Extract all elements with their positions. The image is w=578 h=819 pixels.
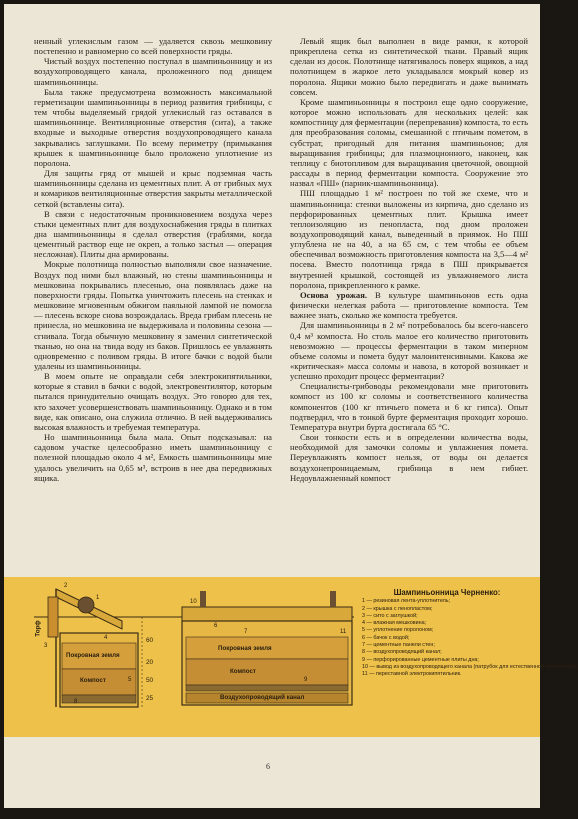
compost-right-layer bbox=[186, 659, 348, 685]
paragraph: ПШ площадью 1 м² построен по той же схеме, что и шампиньонница: стенки выложены из кирпича, дно сделано из перфорированных цементных плит. Крышка имеет теплоизоляцию из пенопласта, под дном проложен воздухопроводящий канал, выведенный в приямок. Но ПШ углублена не на 40, а на 65 см, с тем чтобы ее объем обеспечивал возможность приготовления компоста на 3,5—4 м² посева. Вместо полотнища гряда в ПШ прикрывается внутренней крышкой, состоящей из увлажняемого листа поролона, прикрепленного к рамке. bbox=[290, 188, 528, 290]
svg-text:5: 5 bbox=[128, 677, 132, 683]
paragraph: Свои тонкости есть и в определении количества воды, необходимой для замочки соломы и увлажнения помета. Переувлажнять компост нельзя, от воды он делается воздухонепроницаемым, грибница в нем гибнет. Недоувлажненный компост bbox=[290, 432, 528, 483]
vent-pipe-right bbox=[330, 591, 336, 607]
paragraph: Для защиты гряд от мышей и крыс подземная часть шампиньонницы сделана из цементных плит. А от грибных мух и комариков вентиляционные отверстия закрыты металлической сеткой (вставлены сита). bbox=[34, 168, 272, 209]
legend-item: 1 — резиновая лента-уплотнитель; bbox=[362, 598, 451, 605]
paragraph: Но шампиньонница была мала. Опыт подсказывал: на садовом участке целесообразно иметь шампиньонницу с полезной площадью около 4 м², Емкость шампиньонницы мне удалось увеличить на 0,65 м³, встроив в нее два передвижных ящика. bbox=[34, 432, 272, 483]
paragraph: Мокрые полотнища полностью выполняли свое назначение. Воздух под ними был влажный, но стены шампиньонницы и мешковина покрывались плесенью, она появлялась даже на поверхности гряды. Попытка уничтожить плесень на стенках и мешковине мгновенным обжигом паяльной лампой не помогла — плесень вскоре снова возрождалась. Вреда грибам плесень не принесла, но мешковина не выдерживала и половины сезона — сгнивала. Тогда обычную мешковину я заменил синтетической тканью, но она на твида воду из баков. Пришлось ее увлажнять одновременно с поливом гряды. В итоге бачки с водой были удалены из шампиньонницы. bbox=[34, 259, 272, 371]
svg-text:11: 11 bbox=[340, 629, 347, 635]
dimension-label: 20 bbox=[146, 659, 154, 666]
paragraph: Была также предусмотрена возможность максимальной герметизации шампиньонницы в период развития грибницы, с тем чтобы выделяемый грядой углекислый газ оставался в шампиньоннице. Вентиляционные отверстия (сита), а также входные и выходные отверстия воздухопроводящего канала закрывались заглушками. По всему периметру (примыкания крышек к шампиньоннице было проложено уплотнение из поролона. bbox=[34, 86, 272, 168]
dimension-label: 50 bbox=[146, 677, 154, 684]
svg-text:10: 10 bbox=[190, 599, 197, 605]
paragraph: Кроме шампиньонницы я построил еще одно сооружение, которое можно использовать для нескольких целей: как компостницу для ферментации (перепревания) компоста, то есть для преобразования соломы, смешанной с птичьим пометом, в субстрат, пригодный для питания шампиньонов; для выращивания грибницы; для плазмоционного, наконец, как теплицу с биотопливом для выращивания цветочной, овощной рассады в период ферментации компоста. Сооружение это назвал «ПШ» (парник-шампиньонница). bbox=[290, 96, 528, 189]
mushroom-house-diagram bbox=[4, 577, 578, 737]
legend-item: 2 — крышка с пенопластом; bbox=[362, 605, 433, 612]
label-cover-soil-right: Покровная земля bbox=[218, 645, 272, 652]
label-cover-soil-left: Покровная земля bbox=[66, 652, 120, 659]
paragraph: Для шампиньонницы в 2 м² потребовалось бы всего-навсего 0,4 м³ компоста. Но столь малое его количество приготовить невозможно — процессы ферментации в таком мизерном объеме соломы и помета будут малоинтенсивными. Какова же «критическая» масса соломы и навоза, в которой возникает и успешно проходит процесс ферментации? bbox=[290, 320, 528, 382]
text-column-right bbox=[290, 36, 528, 576]
svg-text:9: 9 bbox=[304, 677, 308, 683]
legend-title: Шампиньонница Черненко: bbox=[393, 588, 501, 597]
dimension-label: 60 bbox=[146, 637, 154, 644]
text-columns bbox=[34, 36, 528, 576]
svg-text:4: 4 bbox=[104, 635, 108, 641]
diagram-legend bbox=[362, 588, 578, 679]
paragraph: Левый ящик был выполнен в виде рамки, к которой прикреплена сетка из синтетической ткани. Правый ящик сделан из досок. Полотнище натягивалось поверх ящиков, а над полотнищем в жаркое лето укладывался мокрый ковер из поролона. Ящики можно было передвигать и даже вынимать совсем. bbox=[290, 36, 528, 97]
legend-item: 11 — переставной электрокипятильник. bbox=[362, 671, 462, 678]
svg-text:8: 8 bbox=[74, 699, 78, 705]
legend-item: 6 — бачок с водой; bbox=[362, 634, 410, 641]
label-air-channel: Воздухопроводящий канал bbox=[220, 694, 305, 701]
legend-item: 10 — вывод из воздухопроводящего канала (патрубок для естественной вентиляции); bbox=[362, 663, 578, 670]
paragraph: ненный углекислым газом — удаляется сквозь мешковину постепенно и равномерно со всей поверхности гряды. bbox=[34, 36, 272, 57]
paragraph: В связи с недостаточным проникновением воздуха через стыки цементных плит для воздухоснабжения гряды в плитках дна шампиньонницы я сделал отверстия (граблями, когда цементный раствор еще не окреп, а только застыл — операция несложная). Плиты дна армированы. bbox=[34, 208, 272, 260]
water-tank-icon bbox=[78, 597, 94, 613]
lid-right bbox=[182, 607, 352, 621]
svg-text:6: 6 bbox=[214, 623, 218, 629]
legend-item: 9 — перфорированные цементные плиты дна; bbox=[362, 656, 479, 663]
legend-list bbox=[362, 598, 578, 678]
legend-item: 7 — цементные панели стен; bbox=[362, 642, 435, 649]
perforated-floor-right bbox=[186, 685, 348, 691]
text-column-left bbox=[34, 36, 272, 576]
book-page bbox=[4, 4, 578, 808]
paragraph: Специалисты-грибоводы рекомендовали мне приготовить компост из 100 кг соломы и соответственного количества компонентов (100 кг птичьего помета и 6 кг гипса). Опыт подтвердил, что в тонкой бурте ферментация проходит хорошо. Температура внутри бурта достигала 65 °С. bbox=[290, 381, 528, 432]
svg-text:1: 1 bbox=[96, 595, 100, 601]
vent-pipe-left bbox=[200, 591, 206, 607]
legend-item: 8 — воздухопроводящий канал; bbox=[362, 649, 442, 656]
paragraph: Чистый воздух постепенно поступал в шампиньонницу и из воздухопроводящего канала, проложенного под днищем шампиньонницы. bbox=[34, 56, 272, 87]
svg-text:7: 7 bbox=[244, 629, 248, 635]
paragraph: В моем опыте не оправдали себя электрокипятильники, которые я ставил в бачки с водой, электровентилятор, которым пытался принудительно очищать воздух. Это говорю для тех, кто захочет усовершенствовать шампиньонницу. Однако и в том виде, как описано, она служила отлично. В ней выдерживались высокая влажность и требуемая температура. bbox=[34, 371, 272, 432]
svg-text:3: 3 bbox=[44, 643, 48, 649]
peat-layer bbox=[48, 597, 58, 637]
legend-item: 4 — влажная мешковина; bbox=[362, 620, 427, 627]
legend-item: 5 — уплотнение поролоном; bbox=[362, 627, 434, 634]
page-number: 6 bbox=[266, 762, 270, 771]
label-compost-right: Компост bbox=[230, 668, 256, 675]
label-peat: Торф bbox=[34, 620, 42, 637]
dimension-label: 25 bbox=[146, 695, 154, 702]
paragraph: Основа урожая. В культуре шампиньонов есть одна физически нелегкая работа — приготовление компоста. Тем важнее знать, сколько же компоста требуется. bbox=[290, 289, 528, 321]
svg-text:2: 2 bbox=[64, 583, 68, 589]
label-compost-left: Компост bbox=[80, 677, 106, 684]
legend-item: 3 — сито с заглушкой; bbox=[362, 612, 418, 619]
